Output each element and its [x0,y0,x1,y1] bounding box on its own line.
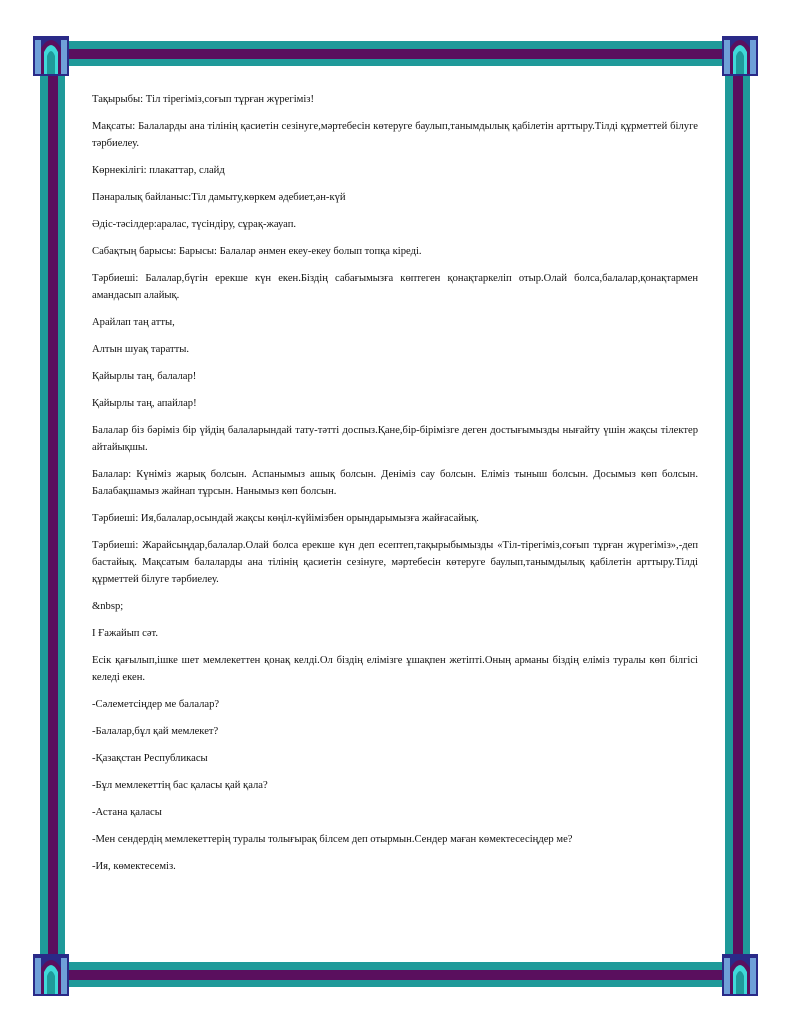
teacher-greeting: Тәрбиеші: Балалар,бүгін ерекше күн екен.Біздің сабағымызға көптеген қонақтаркеліп отыр.Олай болса,балалар,қонақтармен амандасып алайық. [92,273,698,301]
lesson-progress: Сабақтың барысы: Барысы: Балалар әнмен екеу-екеу болып топқа кіреді. [92,246,422,257]
poem-line-3: Қайырлы таң, балалар! [92,371,197,382]
dialogue-line: -Қазақстан Республикасы [92,753,208,764]
border-left [40,60,65,970]
teacher-intro-topic: Тәрбиеші: Жарайсыңдар,балалар.Олай болса ерекше күн деп есептеп,тақырыбымызды «Тіл-тірегіміз,соғып тұрған жүрегіміз»,-деп бастайық. Мақсатым балаларды ана тілінің қасиетін сезінуге, мәртебесін көтеруге баулып,танымдылық қабілетін арттыру.Тілді құрметтей білуге тәрбиелеу. [92,540,698,585]
corner-ornament-top-right [722,36,758,76]
lesson-goal: Мақсаты: Балаларды ана тілінің қасиетін сезінуге,мәртебесін көтеруге баулып,танымдылық қабілетін арттыру.Тілді құрметтей білуге тәрбиелеу. [92,121,698,149]
document-body [92,91,698,885]
dialogue-line: -Мен сендердің мемлекеттерің туралы толығырақ білсем деп отырмын.Сендер маған көмектесесіңдер ме? [92,834,573,845]
interdisciplinary-links: Пәнаралық байланыс:Тіл дамыту,көркем әдебиет,ән-күй [92,192,346,203]
corner-ornament-bottom-left [33,954,69,996]
lesson-topic: Тақырыбы: Тіл тірегіміз,соғып тұрған жүрегіміз! [92,94,315,105]
dialogue-line: -Бұл мемлекеттің бас қаласы қай қала? [92,780,268,791]
visual-aids: Көрнекілігі: плакаттар, слайд [92,165,225,176]
poem-line-4: Қайырлы таң, апайлар! [92,398,197,409]
border-top [60,41,730,66]
guest-arrival: Есік қағылып,ішке шет мемлекеттен қонақ келді.Ол біздің елімізге ұшақпен жетіпті.Оның арманы біздің еліміз туралы көп білгісі келеді екен. [92,655,698,683]
methods: Әдіс-тәсілдер:аралас, түсіндіру, сұрақ-жауап. [92,219,297,230]
poem-line-2: Алтын шуақ таратты. [92,344,190,355]
nbsp-artifact: &nbsp; [92,601,124,612]
corner-ornament-top-left [33,36,69,76]
dialogue-line: -Ия, көмектесеміз. [92,861,176,872]
dialogue-line: -Сәлеметсіңдер ме балалар? [92,699,220,710]
corner-ornament-bottom-right [722,954,758,996]
dialogue-line: -Балалар,бұл қай мемлекет? [92,726,219,737]
border-bottom [60,962,730,987]
friendship-paragraph: Балалар біз бәріміз бір үйдің балаларындай тату-тәтті доспыз.Қане,бір-бірімізге деген достығымызды нығайту үшін жақсы тілектер айтайықшы. [92,425,698,453]
border-right [725,60,750,970]
poem-line-1: Арайлап таң атты, [92,317,175,328]
dialogue-line: -Астана қаласы [92,807,162,818]
children-wishes: Балалар: Күніміз жарық болсын. Аспанымыз ашық болсын. Деніміз сау болсын. Еліміз тыныш болсын. Досымыз көп болсын. Балабақшамыз жайнап тұрсын. Нанымыз көп болсын. [92,469,698,497]
section-heading: І Ғажайып сәт. [92,628,159,639]
teacher-seating: Тәрбиеші: Ия,балалар,осындай жақсы көңіл-күйімізбен орындарымызға жайғасайық. [92,513,479,524]
